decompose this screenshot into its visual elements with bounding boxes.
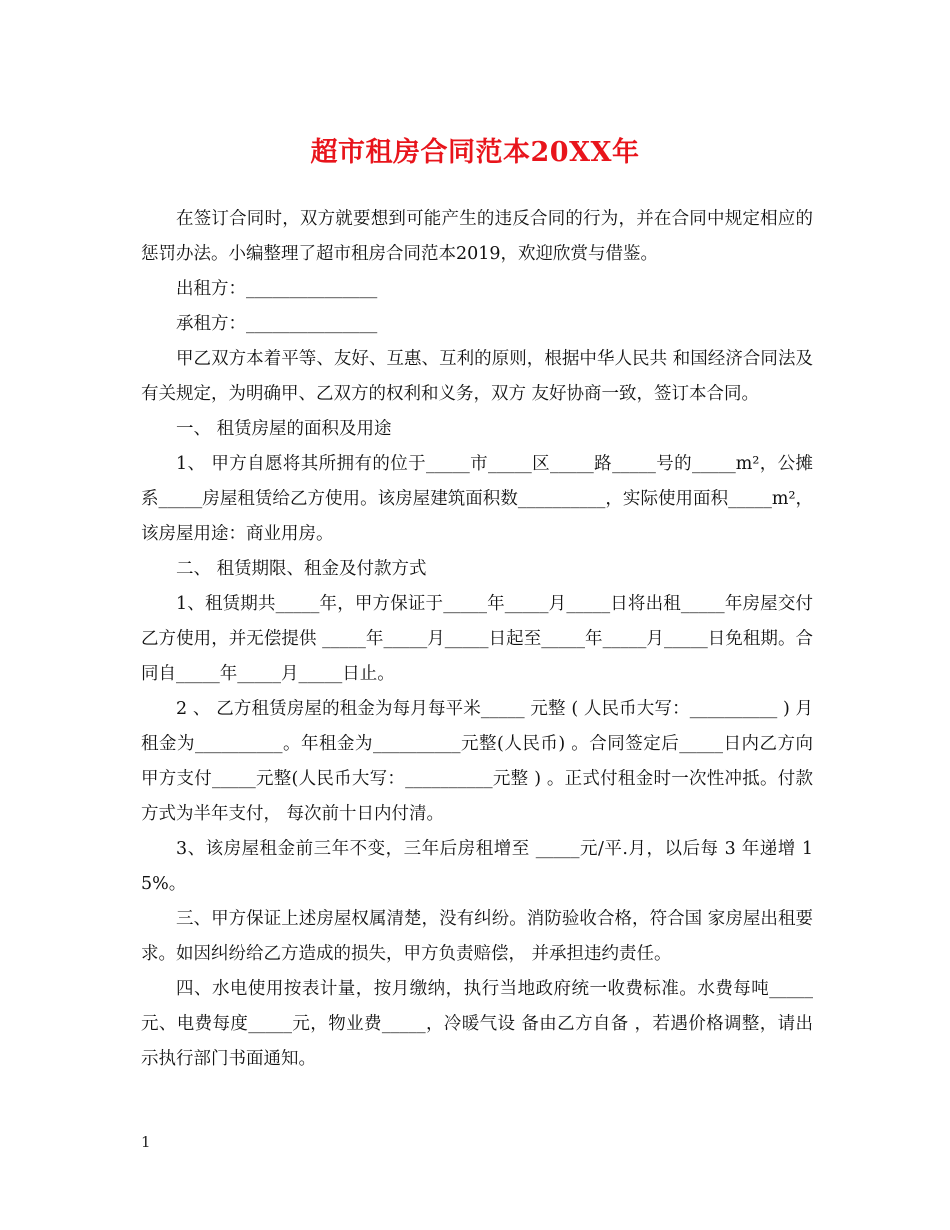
paragraph-lessor: 出租方：_______________ (176, 279, 378, 299)
paragraph-lessee: 承租方：_______________ (176, 314, 378, 334)
paragraph-term: 1、租赁期共_____年，甲方保证于_____年_____月_____日将出租_____年房屋交付乙方使用，并无偿提供 _____年_____月_____日起至_____年_____月_____日免租期。合同自_____年_____月_____日止。 (141, 594, 813, 684)
paragraph-principles: 甲乙双方本着平等、友好、互惠、互利的原则，根据中华人民共 和国经济合同法及有关规定，为明确甲、乙双方的权利和义务，双方 友好协商一致，签订本合同。 (141, 349, 813, 404)
document-title: 超市租房合同范本20XX年 (310, 137, 640, 168)
paragraph-utilities: 四、水电使用按表计量，按月缴纳，执行当地政府统一收费标准。水费每吨_____元、电费每度_____元，物业费_____，冷暖气设 备由乙方自备 ，若遇价格调整，请出示执行部门书面通知。 (141, 979, 813, 1069)
section-heading-area-use: 一、 租赁房屋的面积及用途 (176, 419, 392, 439)
paragraph-title-clear: 三、甲方保证上述房屋权属清楚，没有纠纷。消防验收合格，符合国 家房屋出租要求。如因纠纷给乙方造成的损失，甲方负责赔偿， 并承担违约责任。 (141, 909, 813, 964)
section-heading-term-rent: 二、 租赁期限、租金及付款方式 (176, 559, 427, 579)
page-number: 1 (141, 1133, 151, 1151)
document-body (141, 202, 813, 1077)
paragraph-rent-increase: 3、该房屋租金前三年不变，三年后房租增至 _____元/平.月，以后每 3 年递增 15%。 (141, 839, 813, 894)
paragraph-area-details: 1、 甲方自愿将其所拥有的位于_____市_____区_____路_____号的_____m²，公摊系_____房屋租赁给乙方使用。该房屋建筑面积数__________，实际使用面积_____m²，该房屋用途：商业用房。 (141, 454, 813, 544)
paragraph-intro: 在签订合同时，双方就要想到可能产生的违反合同的行为，并在合同中规定相应的惩罚办法。小编整理了超市租房合同范本2019，欢迎欣赏与借鉴。 (141, 209, 813, 264)
paragraph-rent: 2 、 乙方租赁房屋的租金为每月每平米_____ 元整 ( 人民币大写：__________ ) 月租金为__________。年租金为__________元整(人民币) 。合同签定后_____日内乙方向甲方支付_____元整(人民币大写：__________元整 ) 。正式付租金时一次性冲抵。付款方式为半年支付， 每次前十日内付清。 (141, 699, 813, 824)
